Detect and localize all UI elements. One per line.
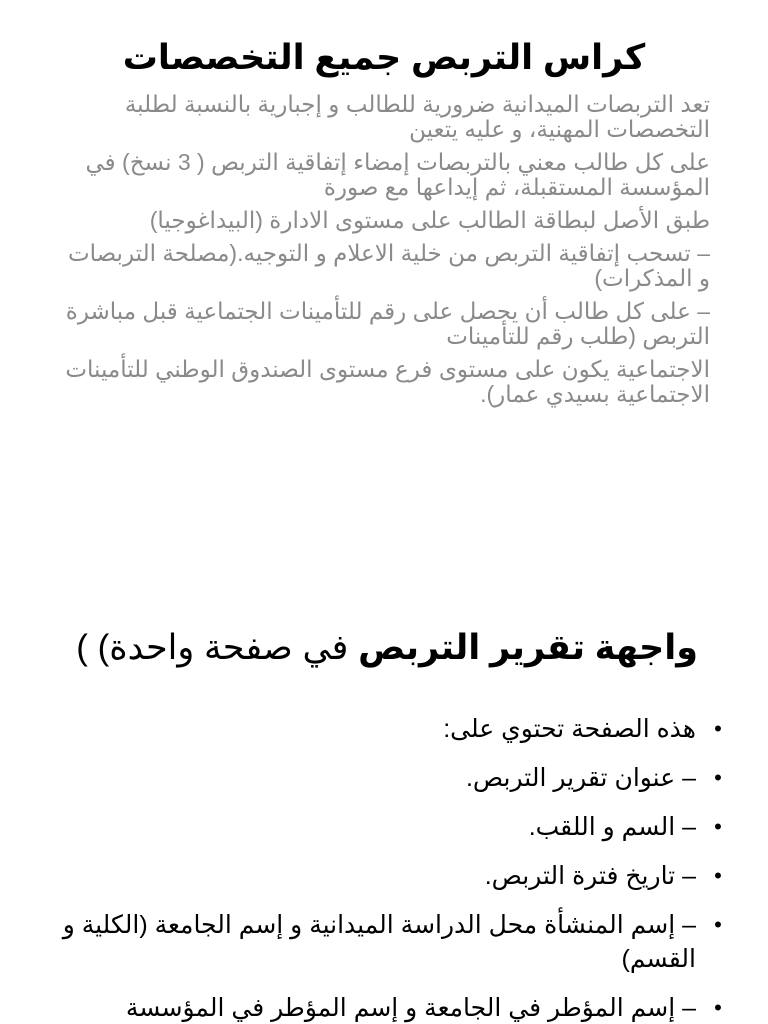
list-item [40,859,728,893]
paragraph: طبق الأصل لبطاقة الطالب على مستوى الادارة (البيداغوجيا) [149,207,710,233]
paragraph: على كل طالب معني بالتربصات إمضاء إتفاقية التربص ( 3 نسخ) في المؤسسة المستقبلة، ثم إيداعها مع صورة [85,149,710,200]
slide-2-title [40,626,698,670]
bullet-icon: • [714,814,722,839]
list-item [40,810,728,844]
list-item [40,991,728,1024]
bullet-icon: • [714,995,722,1020]
bullet-icon: • [714,863,722,888]
list-item [40,908,728,976]
list-item-text: – السم و اللقب. [528,813,696,841]
list-item-text: هذه الصفحة تحتوي على: [443,715,696,743]
slide-2-title-rest: في صفحة واحدة) ) [76,628,359,667]
slide-2 [0,600,768,1024]
slide-1-body [60,92,710,415]
list-item-text: – عنوان تقرير التربص. [465,764,696,792]
bullet-list [40,712,728,1024]
slide-1 [0,0,768,480]
bullet-icon: • [714,716,722,741]
paragraph: الاجتماعية يكون على مستوى فرع مستوى الصندوق الوطني للتأمينات الاجتماعية بسيدي عمار). [65,356,710,407]
list-item-text: – إسم المؤطر في الجامعة و إسم المؤطر في المؤسسة [125,994,696,1022]
bullet-icon: • [714,912,722,937]
list-item [40,761,728,795]
list-item-text: – تاريخ فترة التربص. [484,862,696,890]
bullet-icon: • [714,765,722,790]
list-item-text: – إسم المنشأة محل الدراسة الميدانية و إسم الجامعة (الكلية و القسم) [62,911,696,973]
slide-2-title-bold: واجهة تقرير التربص [358,628,698,667]
paragraph: تعد التربصات الميدانية ضرورية للطالب و إجبارية بالنسبة لطلبة التخصصات المهنية، و عليه يتعين [124,91,710,142]
list-item [40,712,728,746]
paragraph: – تسحب إتفاقية التربص من خلية الاعلام و التوجيه.(مصلحة التربصات و المذكرات) [67,240,710,291]
slide-1-title: كراس التربص جميع التخصصات [122,38,646,77]
paragraph: – على كل طالب أن يحصل على رقم للتأمينات الجتماعية قبل مباشرة التربص (طلب رقم للتأمينات [65,298,710,349]
